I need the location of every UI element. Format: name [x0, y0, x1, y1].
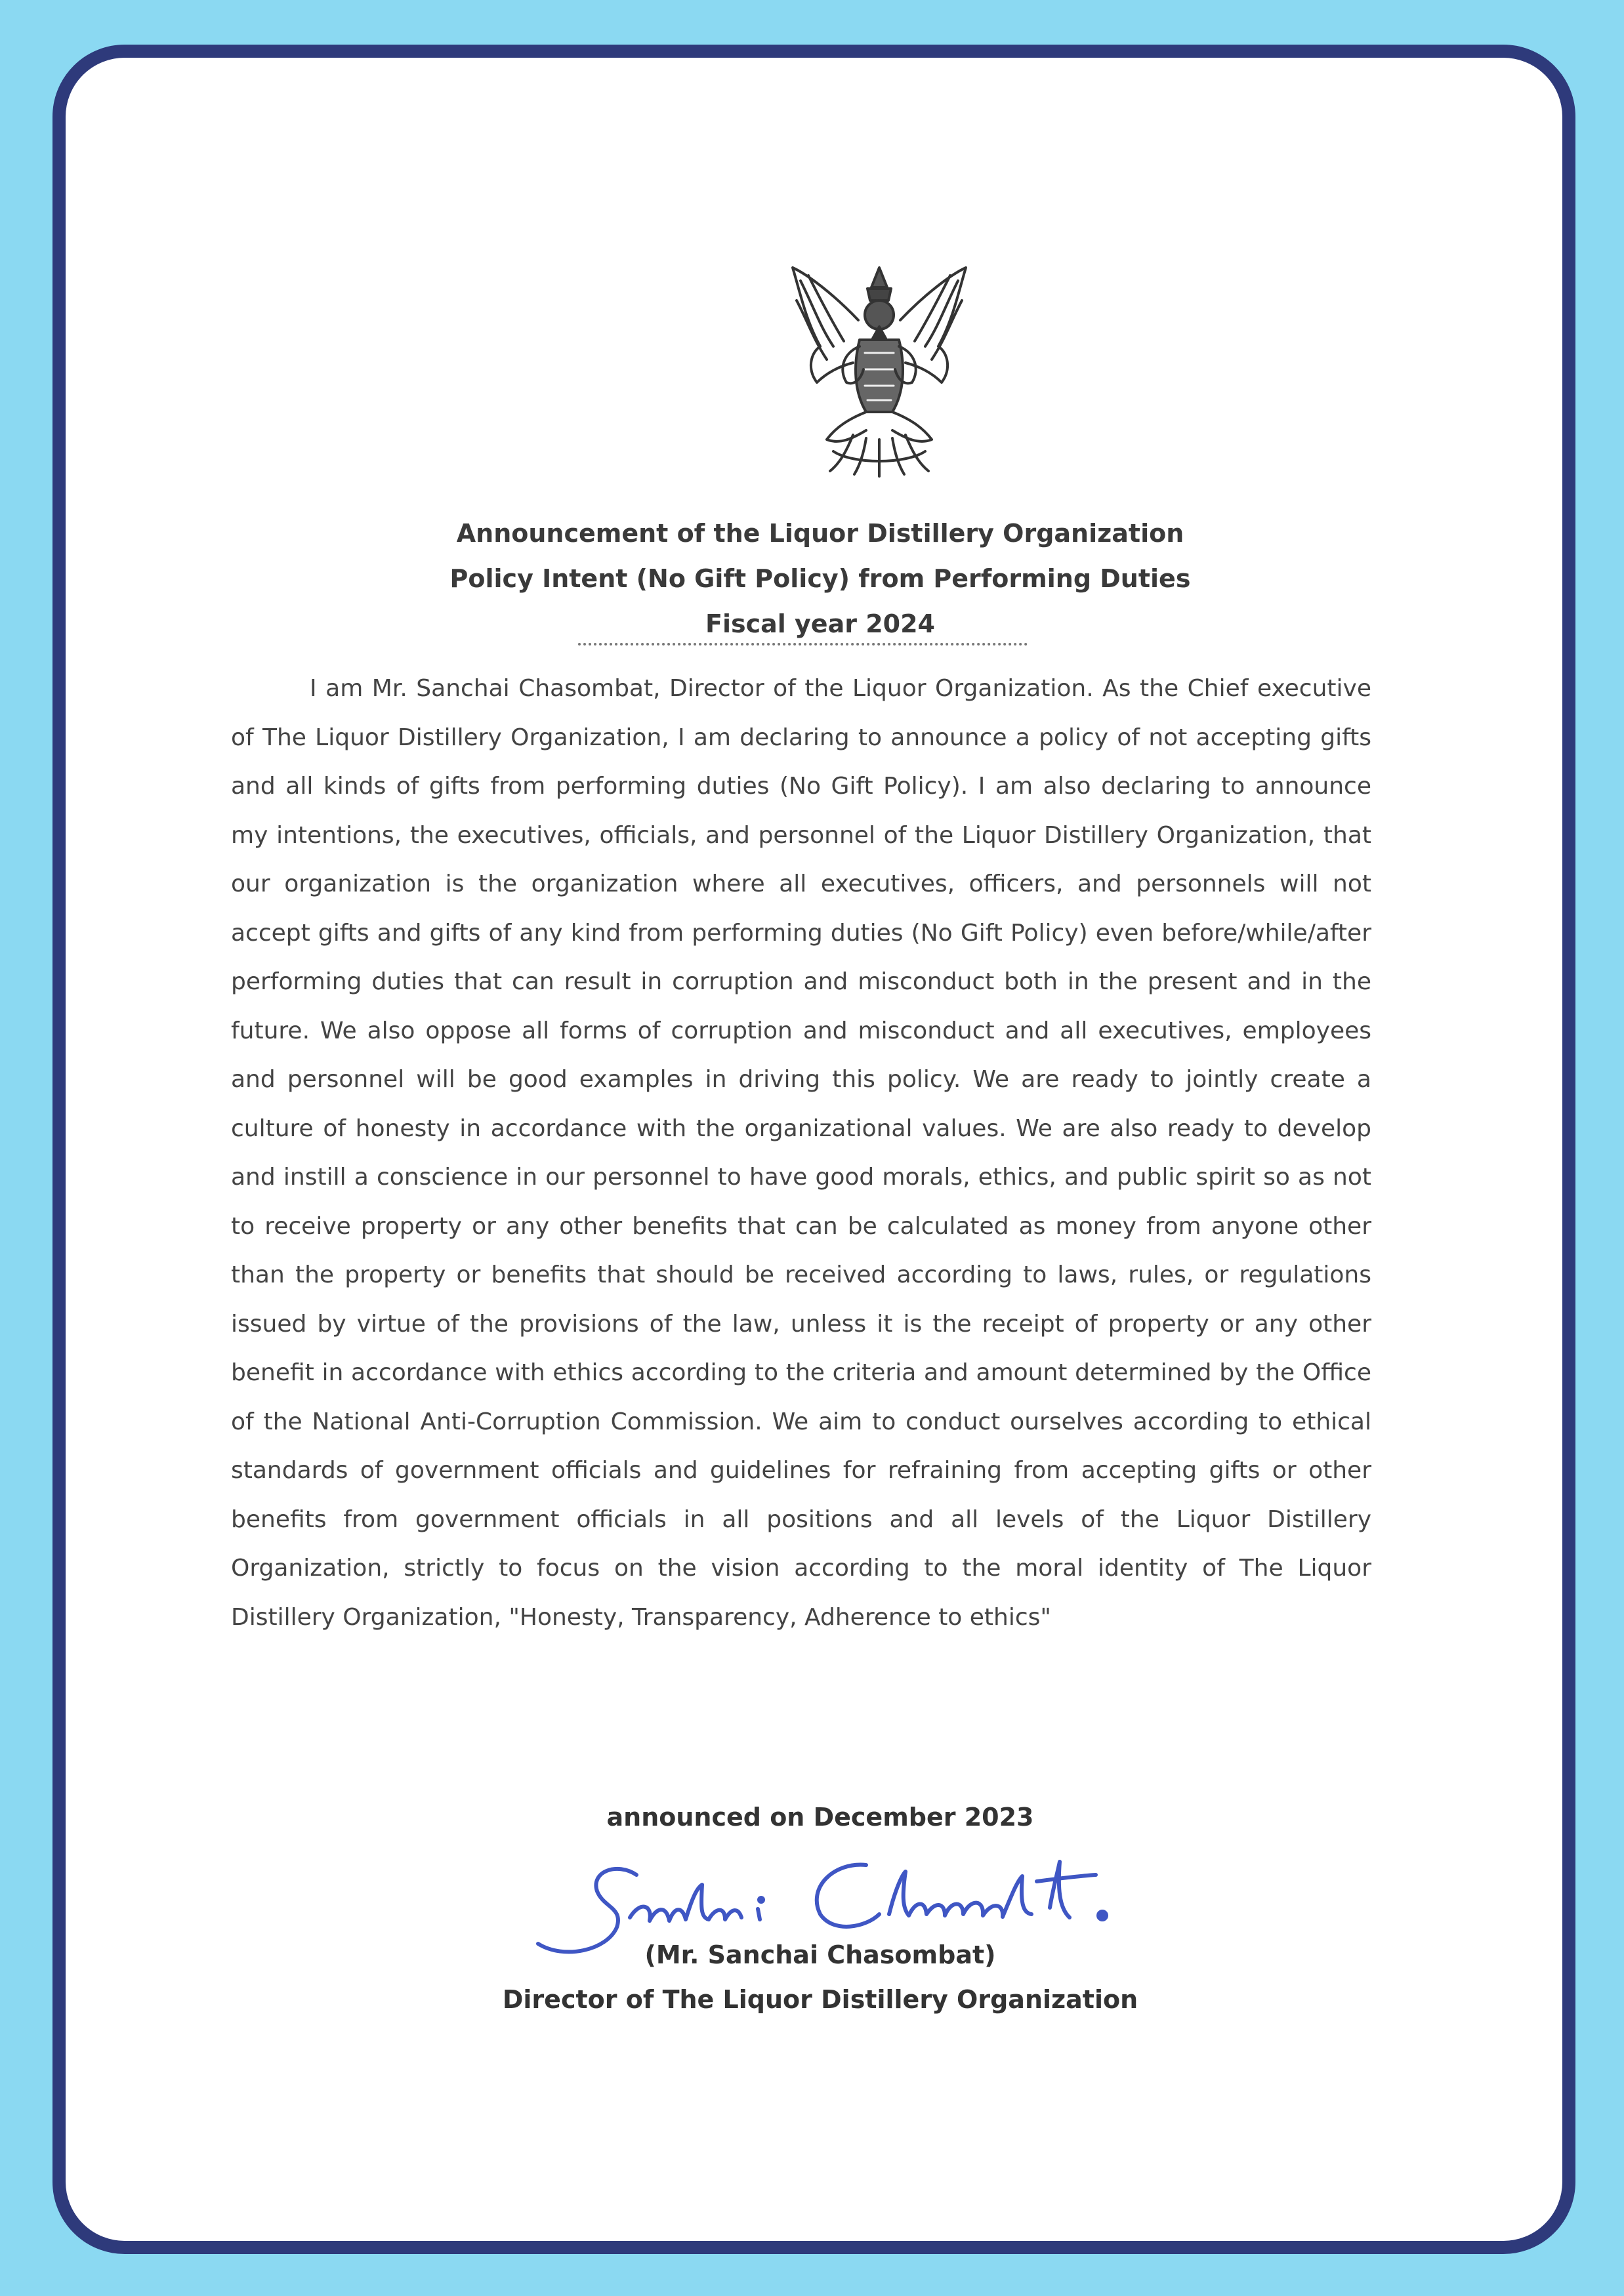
dotted-divider [578, 643, 1028, 646]
document-card [52, 45, 1575, 2254]
garuda-emblem-icon [781, 255, 978, 478]
announcement-title: Announcement of the Liquor Distillery Organization [456, 519, 1184, 548]
signatory-title: Director of The Liquor Distillery Organization [502, 1985, 1138, 2014]
signatory-name: (Mr. Sanchai Chasombat) [644, 1940, 996, 1969]
policy-subtitle: Policy Intent (No Gift Policy) from Performing Duties [449, 564, 1191, 593]
fiscal-year: Fiscal year 2024 [705, 609, 935, 638]
announcement-date: announced on December 2023 [606, 1803, 1034, 1832]
announcement-body: I am Mr. Sanchai Chasombat, Director of the Liquor Organization. As the Chief executive of The Liquor Distillery Organization, I am declaring to announce a policy of not accepting gifts and all kinds of gifts from performing duties (No Gift Policy). I am also declaring to announce my intentions, the executives, officials, and personnel of the Liquor Distillery Organization, that our organization is the organization where all executives, officers, and personnels will not accept gifts and gifts of any kind from performing duties (No Gift Policy) even before/while/after performing duties that can result in corruption and misconduct both in the present and in the future. We also oppose all forms of corruption and misconduct and all executives, employees and personnel will be good examples in driving this policy. We are ready to jointly create a culture of honesty in accordance with the organizational values. We are also ready to develop and instill a conscience in our personnel to have good morals, ethics, and public spirit so as not to receive property or any other benefits that can be calculated as money from anyone other than the property or benefits that should be received according to laws, rules, or regulations issued by virtue of the provisions of the law, unless it is the receipt of property or any other benefit in accordance with ethics according to the criteria and amount determined by the Office of the National Anti-Corruption Commission. We aim to conduct ourselves according to ethical standards of government officials and guidelines for refraining from accepting gifts or other benefits from government officials in all positions and all levels of the Liquor Distillery Organization, strictly to focus on the vision according to the moral identity of The Liquor Distillery Organization, "Honesty, Transparency, Adherence to ethics" [231, 675, 1371, 1631]
